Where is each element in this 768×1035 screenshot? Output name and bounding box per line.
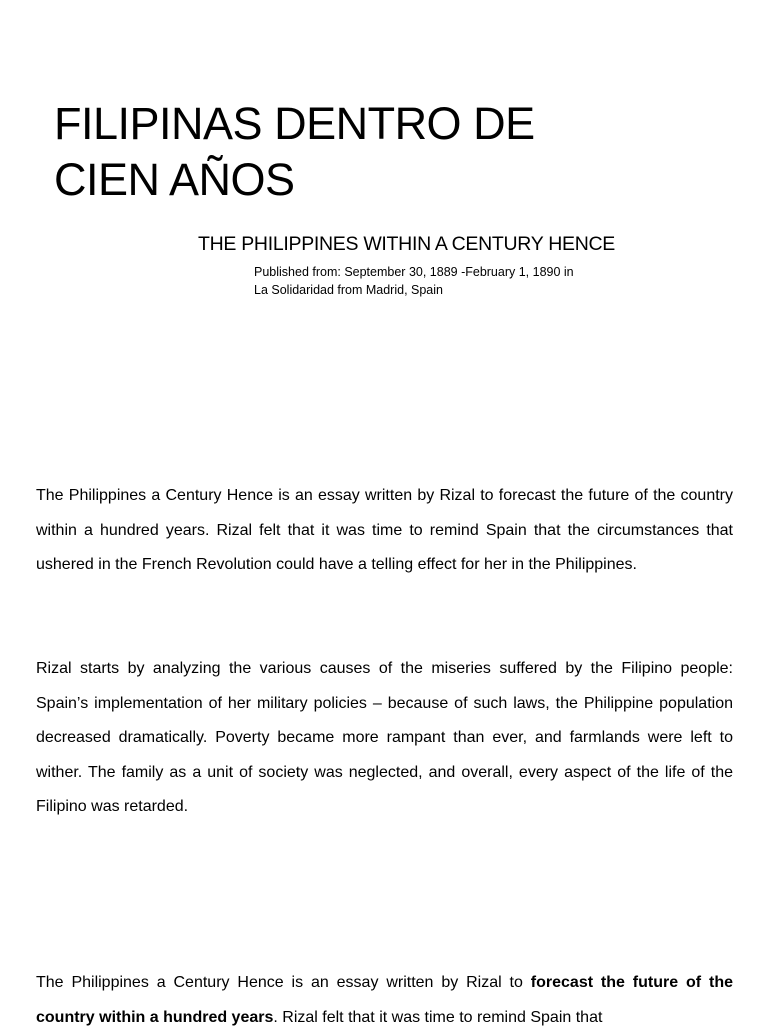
body-paragraph-3: [36, 966, 733, 1035]
publication-info-line-2: La Solidaridad from Madrid, Spain: [254, 283, 443, 297]
body-paragraph-2: Rizal starts by analyzing the various causes of the miseries suffered by the Filipino people: Spain’s implementation of her military policies – because of such laws, the Philippine population decreased dramatically. Poverty became more rampant than ever, and farmlands were left to wither. The family as a unit of society was neglected, and overall, every aspect of the life of the Filipino was retarded.: [36, 660, 733, 816]
body-paragraph-3-emphasis: forecast the future of the country within a hundred years: [36, 974, 734, 1026]
publication-info: [254, 263, 694, 299]
body-paragraph-1: The Philippines a Century Hence is an essay written by Rizal to forecast the future of the country within a hundred years. Rizal felt that it was time to remind Spain that the circumstances that ushered in the French Revolution could have a telling effect for her in the Philippines.: [36, 487, 733, 574]
body-paragraph-3-end: . Rizal felt that it was time to remind Spain that: [273, 1008, 603, 1026]
page-subtitle: THE PHILIPPINES WITHIN A CENTURY HENCE: [198, 233, 615, 255]
publication-info-line-1: Published from: September 30, 1889 -February 1, 1890 in: [254, 265, 574, 279]
body-paragraph-3-start: The Philippines a Century Hence is an essay written by Rizal to: [36, 974, 531, 991]
page-title: FILIPINAS DENTRO DE CIEN AÑOS: [54, 98, 535, 205]
